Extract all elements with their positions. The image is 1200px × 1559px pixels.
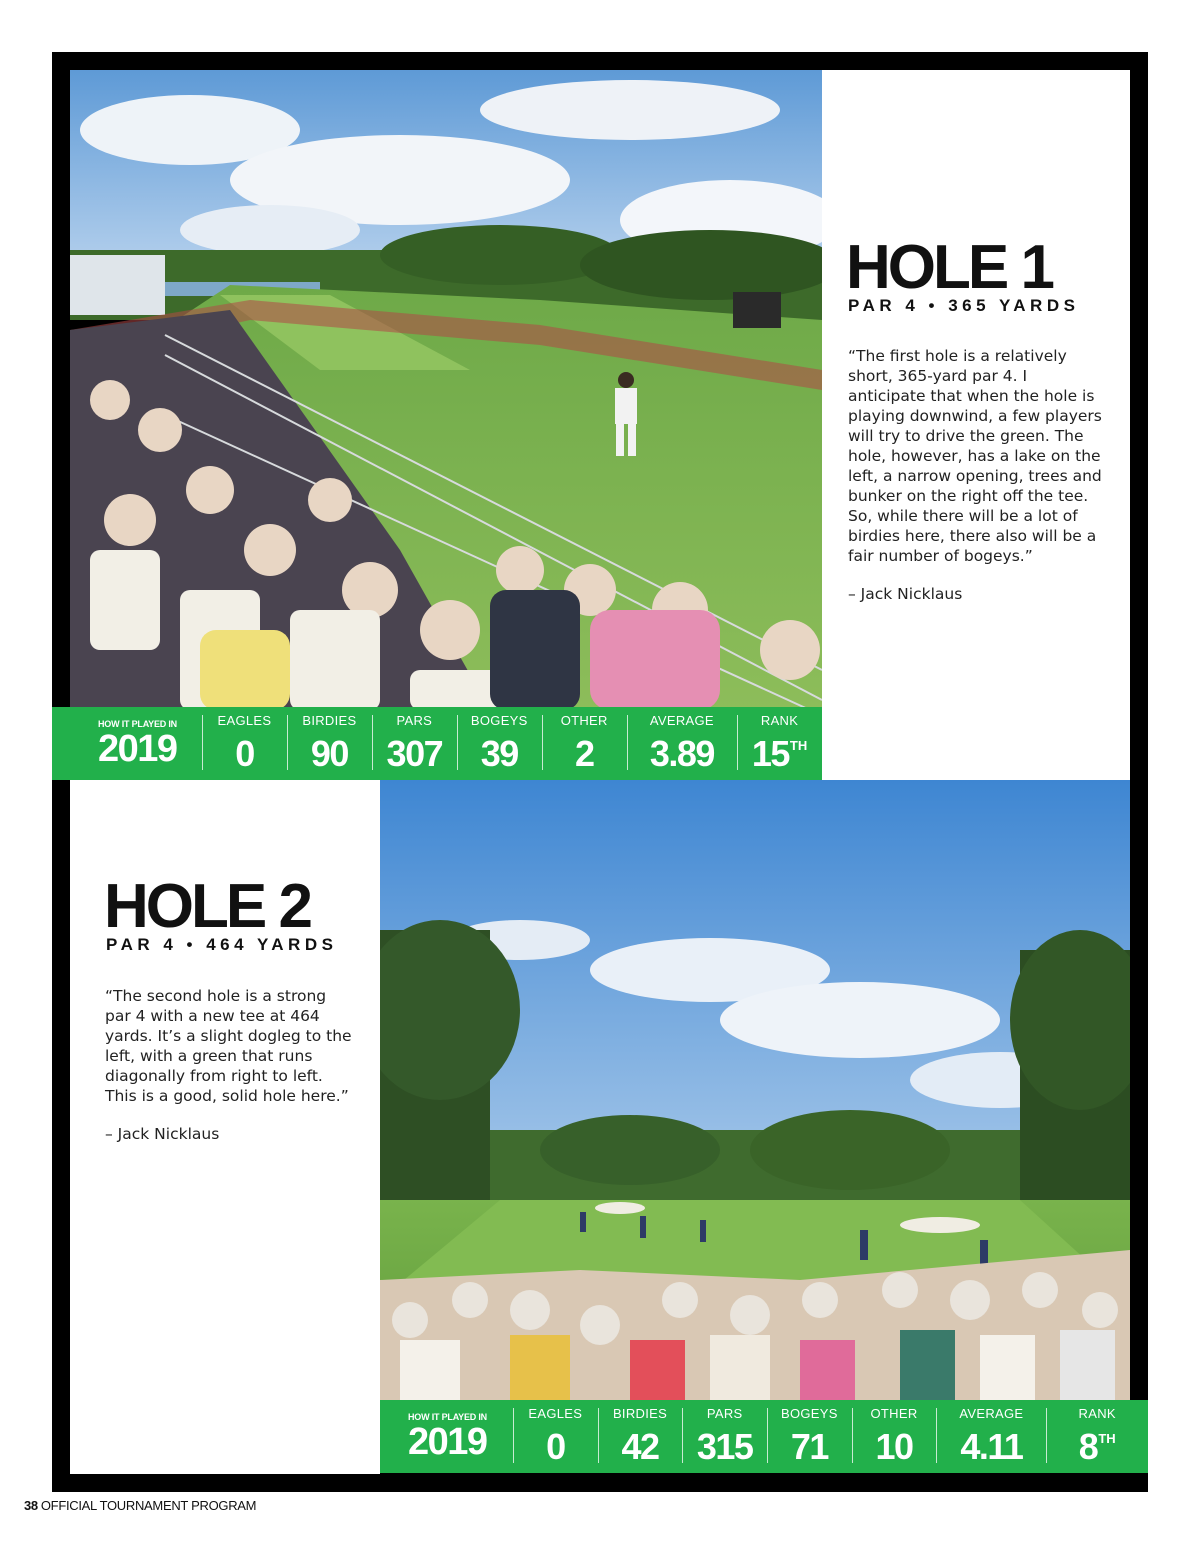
hole-2-attribution: – Jack Nicklaus <box>105 1125 220 1143</box>
stat-label: PARS <box>706 1406 743 1421</box>
stat-value: 10 <box>875 1426 913 1467</box>
stat-label: BOGEYS <box>780 1406 838 1421</box>
hole-2-stat-rank <box>1046 1400 1148 1473</box>
hole-1-year-label: HOW IT PLAYED IN <box>98 718 177 729</box>
stat-label: OTHER <box>560 713 608 728</box>
stat-label: EAGLES <box>528 1406 583 1421</box>
hole-2-year-label: HOW IT PLAYED IN <box>408 1411 487 1422</box>
hole-1-photo <box>70 70 822 710</box>
hole-1-subtitle: PAR 4 • 365 YARDS <box>848 296 1080 315</box>
hole-2-stats-bar <box>380 1400 1148 1473</box>
hole-2-stat-eagles <box>513 1400 598 1473</box>
stat-value: 0 <box>235 733 254 774</box>
stat-label: PARS <box>396 713 433 728</box>
stat-value: 39 <box>480 733 518 774</box>
hole-1-stat-eagles <box>202 707 287 780</box>
hole-1-quote-block <box>848 346 1106 604</box>
hole-1-stats-bar <box>52 707 822 780</box>
rank-number: 15 <box>751 733 789 774</box>
hole-1-quote: “The first hole is a relatively short, 365-yard par 4. I anticipate that when the hole is playing downwind, a few players will try to drive the green. The hole, however, has a lake on the left, a narrow opening, trees and bunker on the right off the tee. So, while there will be a lot of birdies here, there also will be a fair number of bogeys.” <box>848 347 1102 565</box>
stat-value: 0 <box>546 1426 565 1467</box>
hole-1-stat-rank <box>737 707 822 780</box>
page-number: 38 <box>24 1498 38 1513</box>
stat-value: 42 <box>621 1426 659 1467</box>
hole-1-year: 2019 <box>98 727 177 770</box>
stat-value: 315 <box>696 1426 753 1467</box>
hole-1-stat-other <box>542 707 627 780</box>
hole-2-year: 2019 <box>408 1420 487 1463</box>
hole-1-year-block <box>52 707 202 780</box>
hole-2-stat-birdies <box>598 1400 683 1473</box>
stat-value: 4.11 <box>960 1426 1023 1467</box>
stat-label: BIRDIES <box>302 713 357 728</box>
hole-1-stat-birdies <box>287 707 372 780</box>
rank-suffix: TH <box>789 738 808 753</box>
hole-2-title: HOLE 2 <box>104 872 310 941</box>
stat-value <box>751 733 808 774</box>
hole-2-stat-bogeys <box>767 1400 852 1473</box>
stat-label: AVERAGE <box>959 1406 1024 1421</box>
stat-label: EAGLES <box>217 713 272 728</box>
hole-1-stat-bogeys <box>457 707 542 780</box>
footer-label: OFFICIAL TOURNAMENT PROGRAM <box>40 1498 257 1513</box>
rank-suffix: TH <box>1098 1431 1116 1446</box>
hole-2-subtitle: PAR 4 • 464 YARDS <box>106 935 338 954</box>
stat-value <box>1078 1426 1116 1467</box>
stat-value: 71 <box>790 1426 828 1467</box>
stat-label: OTHER <box>870 1406 918 1421</box>
hole-1-stat-average <box>627 707 737 780</box>
stat-label: RANK <box>1078 1406 1116 1421</box>
page-footer <box>24 1498 256 1513</box>
stat-label: RANK <box>760 713 799 728</box>
stat-label: BIRDIES <box>612 1406 668 1421</box>
hole-1-title: HOLE 1 <box>846 233 1052 302</box>
hole-2-stat-average <box>936 1400 1046 1473</box>
hole-2-quote: “The second hole is a strong par 4 with a new tee at 464 yards. It’s a slight dogleg to the left, with a green that runs diagonally from right to left. This is a good, solid hole here.” <box>105 987 352 1105</box>
stat-value: 307 <box>386 733 443 774</box>
stat-value: 2 <box>574 733 594 774</box>
hole-1-attribution: – Jack Nicklaus <box>848 585 963 603</box>
hole-2-photo <box>380 780 1130 1400</box>
hole-2-stat-pars <box>682 1400 767 1473</box>
hole-2-quote-block <box>105 986 355 1144</box>
stat-label: BOGEYS <box>470 713 528 728</box>
stat-value: 90 <box>310 733 348 774</box>
rank-number: 8 <box>1078 1426 1098 1467</box>
stat-label: AVERAGE <box>649 713 714 728</box>
stat-value: 3.89 <box>649 733 714 774</box>
hole-2-stat-other <box>852 1400 937 1473</box>
hole-2-year-block <box>380 1400 513 1473</box>
hole-1-stat-pars <box>372 707 457 780</box>
